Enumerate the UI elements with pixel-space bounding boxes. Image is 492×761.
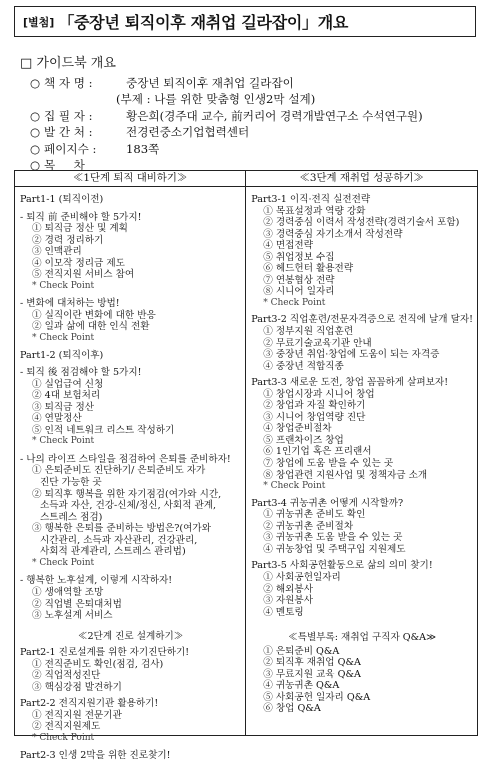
toc-heading: - 퇴직 前 준비해야 할 5가지!: [20, 211, 142, 223]
check-point-note: * Check Point: [32, 280, 95, 291]
toc-item: ① 은퇴준비 Q&A: [263, 645, 340, 657]
toc-item: ⑧ 창업관련 지원사업 및 정책자금 소개: [263, 469, 428, 481]
toc-item: ② 무료기술교육기관 안내: [263, 337, 372, 349]
toc-item: ⑤ 인적 네트워크 리스트 작성하기: [32, 424, 175, 436]
toc-item: ① 퇴직금 정산 및 계획: [32, 223, 128, 235]
toc-item: ① 실업급여 신청: [32, 378, 104, 390]
toc-item: ③ 퇴직금 정산: [32, 401, 95, 413]
info-value: 전경련중소기업협력센터: [126, 125, 250, 140]
stage3-header: ≪3단계 재취업 성공하기≫: [246, 171, 477, 187]
info-label: 책 자 명 :: [44, 76, 93, 90]
toc-heading: Part2-2 전직지원기관 활용하기!: [20, 698, 159, 710]
info-row-title: [30, 75, 470, 91]
check-point-note: * Check Point: [32, 333, 95, 344]
toc-item: ① 실직이란 변화에 대한 반응: [32, 309, 156, 321]
toc-item: ② 4대 보험처리: [32, 390, 101, 402]
toc-left-body: [15, 187, 245, 761]
guidebook-info: [30, 75, 470, 173]
toc-item: ② 일과 삶에 대한 인식 전환: [32, 321, 150, 333]
toc-heading: Part3-1 이직·전직 실전전략: [251, 194, 371, 205]
toc-item: ③ 행복한 은퇴를 준비하는 방법은?(여가와: [32, 523, 211, 535]
toc-item: ① 은퇴준비도 진단하기/ 은퇴준비도 자가: [32, 465, 206, 477]
info-value: 183쪽: [126, 141, 160, 156]
toc-item: ② 퇴직후 행복을 위한 자기점검(여가와 시간,: [32, 488, 222, 500]
info-label: 집 필 자 :: [44, 108, 93, 123]
toc-heading: Part1-1 (퇴직이전): [20, 194, 104, 205]
toc-left-column: [15, 171, 246, 761]
bullet-circle: ○: [30, 125, 41, 140]
toc-item: ① 정부지원 직업훈련: [263, 326, 354, 338]
toc-heading: Part3-3 새로운 도전, 창업 꼼꼼하게 살펴보자!: [251, 377, 449, 389]
toc-item: ③ 귀농귀촌 도움 받을 수 있는 곳: [263, 532, 403, 544]
bullet-circle: ○: [30, 141, 41, 156]
toc-item: ④ 멘토링: [263, 606, 304, 618]
toc-item: ③ 시니어 창업역량 진단: [263, 411, 366, 423]
toc-heading: Part3-2 직업훈련/전문자격증으로 전직에 날개 달자!: [251, 314, 473, 326]
toc-item: 시간관리, 소득과 자산관리, 건강관리,: [40, 534, 198, 546]
bullet-circle: ○: [30, 76, 41, 90]
document-title: 「중장년 퇴직이후 재취업 길라잡이」개요: [58, 13, 349, 32]
stage1-header: ≪1단계 퇴직 대비하기≫: [15, 171, 245, 187]
toc-item: ⑤ 취업정보 수집: [263, 251, 335, 263]
attachment-tag: [별첨]: [23, 15, 55, 29]
toc-item: ① 목표설정과 역량 강화: [263, 205, 366, 217]
info-subtitle: (부제 : 나를 위한 맞춤형 인생2막 설계): [116, 92, 316, 107]
toc-item: ③ 인맥관리: [32, 246, 82, 258]
bullet-circle: ○: [30, 108, 41, 123]
toc-item: ④ 연말정산: [32, 413, 82, 425]
toc-item: ⑧ 시니어 일자리: [263, 286, 335, 298]
toc-heading: Part2-1 진로설계를 위한 자기진단하기!: [20, 647, 190, 659]
toc-item: ⑤ 프랜차이즈 창업: [263, 434, 344, 446]
toc-item: ② 직업별 은퇴대처법: [32, 598, 122, 610]
toc-item: ⑥ 헤드헌터 활용전략: [263, 263, 354, 275]
toc-item: ⑤ 사회공헌 일자리 Q&A: [263, 691, 371, 703]
toc-item: ④ 귀농창업 및 주택구입 지원제도: [263, 543, 406, 555]
toc-item: ④ 귀농귀촌 Q&A: [263, 680, 340, 692]
toc-item: ⑦ 연봉협상 전략: [263, 274, 335, 286]
toc-item: ④ 면접전략: [263, 240, 313, 252]
toc-item: ① 사회공헌일자리: [263, 571, 341, 583]
toc-heading: - 나의 라이프 스타일을 점검하여 은퇴를 준비하자!: [20, 453, 231, 465]
toc-item: ④ 창업준비절차: [263, 423, 332, 435]
table-of-contents: [14, 170, 478, 761]
toc-item: ③ 경력중심 자기소개서 작성전략: [263, 228, 403, 240]
toc-item: ⑤ 전직지원 서비스 참여: [32, 269, 135, 281]
toc-item: ⑦ 창업에 도움 받을 수 있는 곳: [263, 458, 394, 470]
check-point-note: * Check Point: [32, 557, 95, 568]
toc-item: ④ 중장년 적합직종: [263, 360, 344, 372]
check-point-note: * Check Point: [32, 732, 95, 743]
toc-item: ② 직업적성진단: [32, 670, 101, 682]
toc-right-body: [246, 187, 477, 715]
info-label: 페이지수 :: [44, 141, 97, 156]
toc-item: ② 퇴직후 재취업 Q&A: [263, 657, 361, 669]
info-value: 황은희(경주대 교수, 前커리어 경력개발연구소 수석연구원): [126, 108, 423, 123]
info-row-author: [30, 108, 470, 124]
toc-heading: Part3-4 귀농귀촌 어떻게 시작할까?: [251, 497, 404, 509]
toc-item: ③ 핵심강점 발견하기: [32, 681, 122, 693]
toc-item: ③ 무료지원 교육 Q&A: [263, 668, 361, 680]
guidebook-overview-heading: □ 가이드북 개요: [20, 56, 116, 71]
toc-heading: - 퇴직 後 점검해야 할 5가지!: [20, 367, 142, 379]
toc-item: 소득과 자산, 건강-신체/정신, 사회적 관계,: [40, 500, 217, 512]
toc-item: ① 귀농귀촌 준비도 확인: [263, 509, 366, 521]
toc-item: ③ 자원봉사: [263, 595, 313, 607]
info-label: 발 간 처 :: [44, 125, 93, 140]
toc-item: ② 귀농귀촌 준비절차: [263, 520, 354, 532]
toc-heading: Part2-3 인생 2막을 위한 진로찾기!: [20, 749, 171, 761]
check-point-note: * Check Point: [32, 436, 95, 447]
toc-heading: - 행복한 노후설계, 이렇게 시작하자!: [20, 575, 173, 587]
info-label: 목 차: [44, 158, 85, 173]
toc-item: 사회적 관계관리, 스트레스 관리법): [40, 546, 186, 558]
toc-item: ② 경력중심 이력서 작성전략(경력기술서 포함): [263, 217, 460, 229]
toc-item: ⑥ 창업 Q&A: [263, 703, 321, 715]
toc-item: ② 경력 정리하기: [32, 234, 104, 246]
toc-item: ③ 중장년 취업·창업에 도움이 되는 자격증: [263, 349, 440, 361]
toc-item: ① 창업시장과 시니어 창업: [263, 388, 375, 400]
toc-right-column: [246, 171, 477, 735]
toc-item: ① 전직지원 전문기관: [32, 709, 122, 721]
info-row-pages: [30, 141, 470, 157]
info-row-publisher: [30, 124, 470, 140]
toc-item: ③ 노후설계 서비스: [32, 610, 113, 622]
toc-heading: ≪특별부록: 재취업 구직자 Q&A≫: [288, 632, 437, 644]
toc-item: ① 전직준비도 확인(점검, 검사): [32, 658, 164, 670]
info-value: 중장년 퇴직이후 재취업 길라잡이: [126, 76, 294, 90]
toc-item: ① 생애역할 조망: [32, 586, 104, 598]
bullet-circle: ○: [30, 158, 41, 173]
toc-heading: ≪2단계 진로 설계하기≫: [77, 630, 184, 642]
toc-item: ② 해외봉사: [263, 583, 313, 595]
toc-heading: - 변화에 대처하는 방법!: [20, 298, 120, 310]
toc-item: 스트레스 점검): [40, 511, 103, 523]
toc-item: ⑥ 1인기업 혹은 프리랜서: [263, 446, 372, 458]
title-box: [14, 6, 476, 37]
toc-heading: Part1-2 (퇴직이후): [20, 349, 104, 361]
check-point-note: * Check Point: [263, 297, 326, 308]
toc-item: ② 전직지원제도: [32, 721, 101, 733]
toc-item: ④ 이모작 정리금 제도: [32, 257, 125, 269]
toc-heading: Part3-5 사회공헌활동으로 삶의 의미 찾기!: [251, 560, 433, 572]
toc-item: 진단 가능한 곳: [40, 477, 102, 489]
check-point-note: * Check Point: [263, 481, 326, 492]
toc-item: ② 창업과 자질 확인하기: [263, 400, 366, 412]
